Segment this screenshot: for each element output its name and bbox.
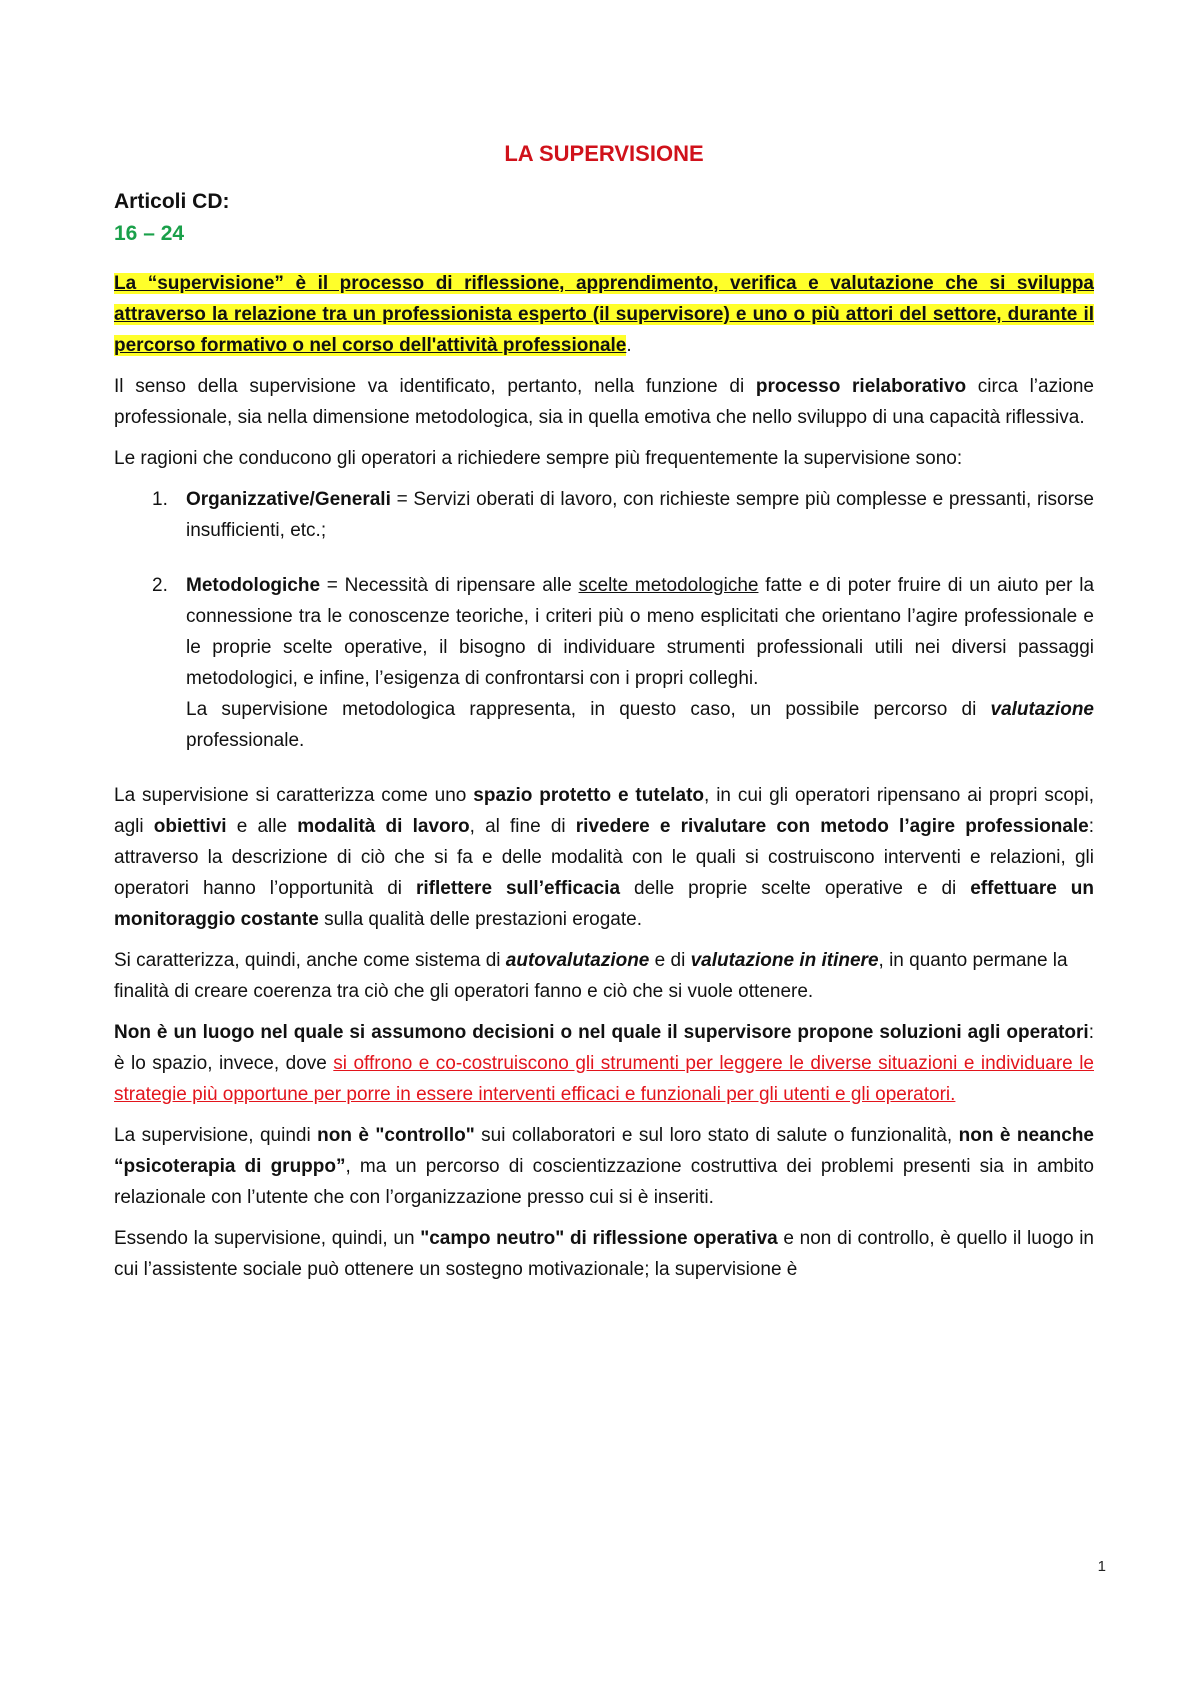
list-subtext: La supervisione metodologica rappresenta, in questo caso, un possibile percorso di valutazione professionale. [186,699,1094,751]
reasons-intro: Le ragioni che conducono gli operatori a richiedere sempre più frequentemente la supervisione sono: [114,448,963,469]
self-evaluation-paragraph: Si caratterizza, quindi, anche come sistema di autovalutazione e di valutazione in itinere, in quanto permane la finalità di creare coerenza tra ciò che gli operatori fanno e ciò che si vuole ottenere. [114,950,1068,1002]
neutral-field-paragraph: Essendo la supervisione, quindi, un "campo neutro" di riflessione operativa e non di controllo, è quello il luogo in cui l’assistente sociale può ottenere un sostegno motivazionale; la supervisione è [114,1228,1094,1280]
document-title: LA SUPERVISIONE [504,141,704,166]
meaning-paragraph: Il senso della supervisione va identificato, pertanto, nella funzione di processo rielaborativo circa l’azione professionale, sia nella dimensione metodologica, sia in quella emotiva che nello sviluppo di una capacità riflessiva. [114,376,1095,428]
list-item: 1. Organizzative/Generali = Servizi oberati di lavoro, con richieste sempre più complesse e pressanti, risorse insufficienti, etc.; [152,489,1094,541]
page-number: 1 [1097,1558,1106,1575]
not-decisions-paragraph: Non è un luogo nel quale si assumono decisioni o nel quale il supervisore propone soluzioni agli operatori: è lo spazio, invece, dove si offrono e co-costruiscono gli strumenti per leggere le diverse situazioni e individuare le strategie più opportune per porre in essere interventi efficaci e funzionali per gli utenti e gli operatori. [114,1022,1094,1105]
articles-range: 16 – 24 [114,222,185,245]
red-emphasis: si offrono e co-costruiscono gli strumenti per leggere le diverse situazioni e individuare le strategie più opportune per porre in essere interventi efficaci e funzionali per gli utenti e gli operatori. [114,1053,1094,1105]
document-page [114,138,1094,1295]
definition-paragraph: La “supervisione” è il processo di riflessione, apprendimento, verifica e valutazione che si sviluppa attraverso la relazione tra un professionista esperto (il supervisore) e uno o più attori del settore, durante il percorso formativo o nel corso dell'attività professionale. [114,273,1094,356]
articles-heading: Articoli CD: [114,190,230,213]
not-control-paragraph: La supervisione, quindi non è "controllo" sui collaboratori e sul loro stato di salute o funzionalità, non è neanche “psicoterapia di gruppo”, ma un percorso di coscientizzazione costruttiva dei problemi presenti sia in ambito relazionale con l’utente che con l’organizzazione presso cui si è inseriti. [114,1125,1094,1208]
reasons-list [114,484,1094,756]
definition-highlight: La “supervisione” è il processo di riflessione, apprendimento, verifica e valutazione che si sviluppa attraverso la relazione tra un professionista esperto (il supervisore) e uno o più attori del settore, durante il percorso formativo o nel corso dell'attività professionale [114,273,1094,356]
protected-space-paragraph: La supervisione si caratterizza come uno spazio protetto e tutelato, in cui gli operatori ripensano ai propri scopi, agli obiettivi e alle modalità di lavoro, al fine di rivedere e rivalutare con metodo l’agire professionale: attraverso la descrizione di ciò che si fa e delle modalità con le quali si costruiscono interventi e relazioni, gli operatori hanno l’opportunità di riflettere sull’efficacia delle proprie scelte operative e di effettuare un monitoraggio costante sulla qualità delle prestazioni erogate. [114,785,1095,930]
list-item: 2. Metodologiche = Necessità di ripensare alle scelte metodologiche fatte e di poter fruire di un aiuto per la connessione tra le conoscenze teoriche, i criteri più o meno esplicitati che orientano l’agire professionale e le proprie scelte operative, il bisogno di individuare strumenti professionali utili nei diversi passaggi metodologici, e infine, l’esigenza di confrontarsi con i propri colleghi. La supervisione metodologica rappresenta, in questo caso, un possibile percorso di valutazione professionale. [114,570,1094,756]
